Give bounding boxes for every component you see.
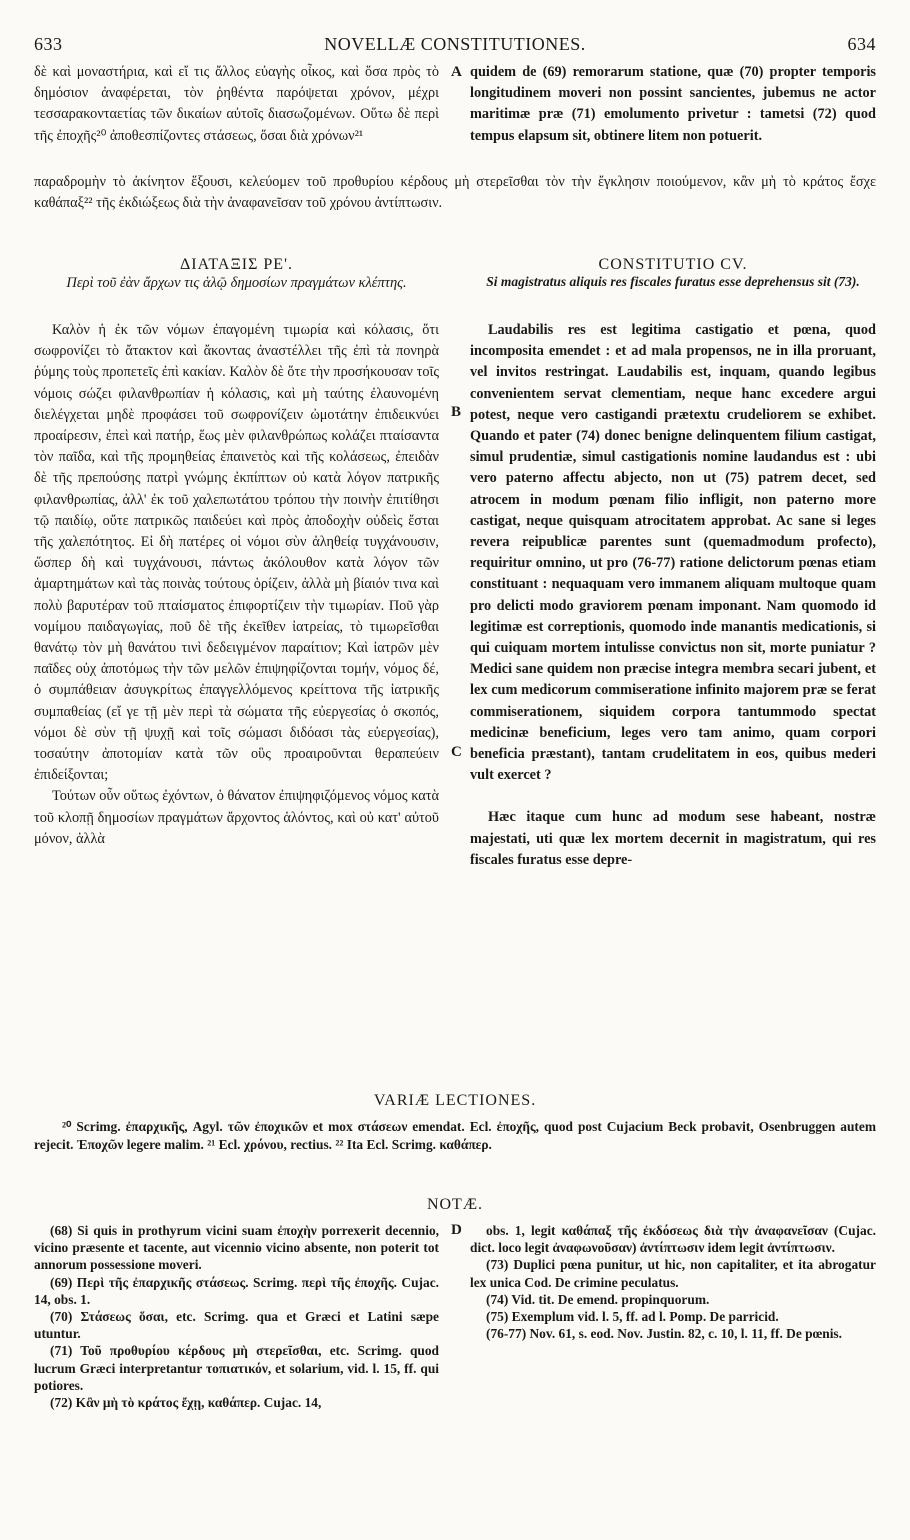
latin-section-title: CONSTITUTIO CV. [598, 256, 748, 273]
greek-paragraph: Καλὸν ἡ ἐκ τῶν νόμων ἐπαγομένη τιμωρία καὶ κόλασις, ὅτι σωφρονίζει τὸ ἄτακτον καὶ ἄκοντας ἀναστέλλει τῆς ἐπὶ τὰ πονηρὰ ῥύμης τοὺς προπετεῖς ἐπὶ κακίαν. Καλὸν δὲ ὅτε τὴν προσήκουσαν τοῖς νόμοις σώζει φιλανθρωπίαν ἡ κόλασις, καὶ μὴ ταύτης ἐλαυνομένη διελέγχεται μηδὲ προφάσει τοῦ σωφρονίζειν ὠμοτάτην ἐπιδεικνύει προαίρεσιν, ἐπεὶ καὶ πατήρ, ἕως μὲν φιλανθρώπως κολάζει πταίσαντα τὸν παῖδα, καὶ τῆς προμηθείας ἐπαινετὸς καὶ τῆς κολάσεως, ἐπειδὰν δὲ τῆς πρεπούσης πατρὶ γνώμης ἐκπίπτων οὐ κατὰ λόγον πατρικῆς φιλανθρωπίας, ἀλλ' ἐκ τοῦ χαλεπωτάτου τρόπου τὴν ποινὴν ἐπιτίθησι τῷ παιδίῳ, οὔτε πατρικῶς παιδεύει καὶ πρὸς ἀποδοχὴν οὐδεὶς ἔσται τῆς χαλεπότητος. Εἰ δὴ πατέρες οἱ νόμοι σὺν ἀληθείᾳ τυγχάνουσιν, ὥσπερ δὴ καὶ τυγχάνουσι, πάντως ἀκόλουθον κατὰ λόγον τῶν ἁμαρτημάτων καὶ τὰς ποινὰς τούτους ὁρίζειν, ἀλλὰ μὴ βίαιόν τινα καὶ πολὺ βαρυτέραν τοῦ πταίσματος ἐπιφορτίζειν τὴν τιμωρίαν. Ποῦ γὰρ νομίμου παιδαγωγίας, ποῦ δὲ τῆς ἐκεῖθεν ἰατρείας, τὸ τιμωρεῖσθαι θανάτῳ τὸν μὴ θανάτου τινὶ δεδειγμένον παραίτιον; Καὶ ἰατρῶν μὲν παῖδες οὐχ ἀποτόμως τὴν τῶν μελῶν ἐπιψηφίζονται τομήν, νόμος δέ, ὁ συμπάθειαν ἀσυγκρίτως ἐπαγγελλόμενος κρείττονα τῆς ἰατρικῆς συμπαθείας (εἴ γε τῇ μὲν περὶ τὰ σώματα τῆς εὐεργεσίας ὁ σκοπός, νόμοι δὲ σὺν τῇ ψυχῇ καὶ τοῖς σώμασι διδόασι τὰς εὐεργεσίας), τοσαύτην ἀποτομίαν κατὰ τῶν οὓς προαιροῦνται θεραπεύειν ἐπιδείξονται; [34, 322, 439, 784]
margin-marker-b: B [451, 404, 462, 420]
greek-section-heading [34, 256, 439, 292]
page-number-right: 634 [847, 34, 876, 54]
latin-paragraph: Laudabilis res est legitima castigatio et pœna, quod incomposita emendet : et ad mala propensos, ne in illa proruant, vel invitos restringat. Laudabilis est, inquam, quando legibus convenientem servat clementiam, neque hanc excedere argui potest, neque vero castigandi prætextu crudeliorem se exhibet. Quando et pater (74) donec benigne delinquentem filium castigat, simul prudentiæ, simul castigationis nomine laudandus est : ubi vero paterno affectu abjecto, non ut (75) patrem decet, sed atrocem in modum pœnam filio infligit, non paterno more castigat, neque quisquam atrocitatem approbat. Ac sane si leges revera reipublicæ parentes sunt (quemadmodum profecto), requiritur omnino, ut pro (76-77) ratione delictorum pœnas etiam constituant : nequaquam vero immanem aliquam multoque quam pro delicti modo graviorem pœnam imponant. Nam quomodo id legitimæ est correptionis, quomodo inde manantis medicationis, si qui cuiquam mortem intulisse convictus non sit, morte puniatur ? Medici sane quidem non præcise integra membra secari jubent, et lex cum medicorum commiseratione infinito majorem præ se ferat commiserationem, siquidem corpora tantummodo spectat medicinæ beneficium, leges vero tam animo, quam corpori beneficia præstant), tantam crudelitatem in eos, quibus mederi vult exercet ? [470, 322, 876, 784]
note-item: (71) Τοῦ προθυρίου κέρδους μὴ στερεῖσθαι, etc. Scrimg. quod lucrum Græci interpretantur τοπιατικόν, et solarium, vid. l. 15, ff. qui potiores. [34, 1343, 439, 1393]
note-item: (74) Vid. tit. De emend. propinquorum. [486, 1291, 710, 1307]
top-latin-column [470, 62, 876, 147]
note-item: (72) Κἂν μὴ τὸ κράτος ἔχῃ, καθάπερ. Cujac. 14, [50, 1395, 322, 1411]
margin-marker-a: A [451, 64, 462, 80]
margin-marker-d: D [451, 1222, 462, 1238]
greek-section-title: ΔΙΑΤΑΞΙΣ ΡΕ'. [180, 256, 293, 273]
notae-left-column [34, 1222, 439, 1411]
top-full-width-text: παραδρομὴν τὸ ἀκίνητον ἕξουσι, κελεύομεν τοῦ προθυρίου κέρδους μὴ στερεῖσθαι τὸν τὴν ἔγκλησιν ποιούμενον, κἂν μὴ τὸ κράτος ἔσχε καθάπαξ²² τῆς ἐκδιώξεως διὰ τὴν ἀναφανεῖσαν τοῦ χρόνου ἀντίπτωσιν. [34, 174, 876, 212]
margin-marker-c: C [451, 744, 462, 760]
greek-paragraph: Τούτων οὖν οὕτως ἐχόντων, ὁ θάνατον ἐπιψηφιζόμενος νόμος κατὰ τοῦ κλοπῇ δημοσίων πραγμάτων ἄρχοντος ἁλόντος, καὶ οὐ κατ' αὐτοῦ μόνον, ἀλλὰ [34, 788, 439, 847]
note-item: (70) Στάσεως ὅσαι, etc. Scrimg. qua et Græci et Latini sæpe utuntur. [34, 1309, 439, 1342]
notae-right-column [470, 1222, 876, 1342]
note-item: (68) Si quis in prothyrum vicini suam ἐποχὴν porrexerit decennio, vicino præsente et tacente, aut vicennio vicino absente, non poterit tot annorum possessione moveri. [34, 1223, 439, 1273]
latin-paragraph: Hæc itaque cum hunc ad modum sese habeant, nostræ majestati, uti quæ lex mortem decernit in magistratum, qui res fiscales furatus esse depre- [470, 809, 876, 868]
top-greek-text: δὲ καὶ μοναστήρια, καὶ εἴ τις ἄλλος εὐαγὴς οἶκος, καὶ ὅσα πρὸς τὸ δημόσιον ἀναφέρεται, τὸν ῥηθέντα παρόψεται χρόνον, μέχρι τεσσαρακονταετίας τῶν δικαίων αὐτοῖς διασωζομένων. Οὕτω δὲ περὶ τῆς ἐποχῆς²⁰ ἀποθεσπίζοντες στάσεως, ὅσαι διὰ χρόνων²¹ [34, 64, 439, 144]
note-item: (73) Duplici pœna punitur, ut hic, non capitaliter, et ita abrogatur lex unica Cod. De crimine peculatus. [470, 1257, 876, 1290]
notae-title: NOTÆ. [426, 1196, 484, 1213]
latin-section-heading [470, 256, 876, 290]
latin-body [470, 320, 876, 871]
running-head [34, 34, 876, 56]
top-latin-text: quidem de (69) remorarum statione, quæ (70) propter temporis longitudinem moveri non possint sancientes, jubemus ne actor maritimæ præ (71) emolumento privetur : tametsi (72) quod tempus elapsum sit, obtinere litem non potuerit. [470, 64, 876, 144]
note-item: (75) Exemplum vid. l. 5, ff. ad l. Pomp. De parricid. [486, 1309, 779, 1325]
note-item: obs. 1, legit καθάπαξ τῆς ἐκδόσεως διὰ τὴν ἀναφανεῖσαν (Cujac. dict. loco legit ἀναφωνοῦσαν) ἀντίπτωσιν idem legit ἀντίπτωσιν. [470, 1223, 876, 1256]
top-greek-column [34, 62, 439, 147]
page-title: NOVELLÆ CONSTITUTIONES. [324, 34, 586, 54]
page-number-left: 633 [34, 34, 63, 54]
note-item: (76-77) Nov. 61, s. eod. Nov. Justin. 82, c. 10, l. 11, ff. De pœnis. [486, 1326, 842, 1342]
greek-section-subtitle: Περὶ τοῦ ἐὰν ἄρχων τις ἁλῷ δημοσίων πραγμάτων κλέπτης. [66, 275, 407, 291]
note-item: (69) Περὶ τῆς ἐπαρχικῆς στάσεως. Scrimg. περὶ τῆς ἐποχῆς. Cujac. 14, obs. 1. [34, 1274, 439, 1307]
greek-body [34, 320, 439, 850]
latin-section-subtitle: Si magistratus aliquis res fiscales furatus esse deprehensus sit (73). [486, 274, 860, 289]
variae-lectiones-text: ²⁰ Scrimg. ἐπαρχικῆς, Agyl. τῶν ἐποχικῶν et mox στάσεων emendat. Ecl. ἐποχῆς, quod post Cujacium Beck probavit, Osenbruggen autem rejecit. Ἐποχῶν legere malim. ²¹ Ecl. χρόνου, rectius. ²² Ita Ecl. Scrimg. καθάπερ. [34, 1119, 876, 1152]
variae-lectiones-title: VARIÆ LECTIONES. [373, 1092, 537, 1109]
